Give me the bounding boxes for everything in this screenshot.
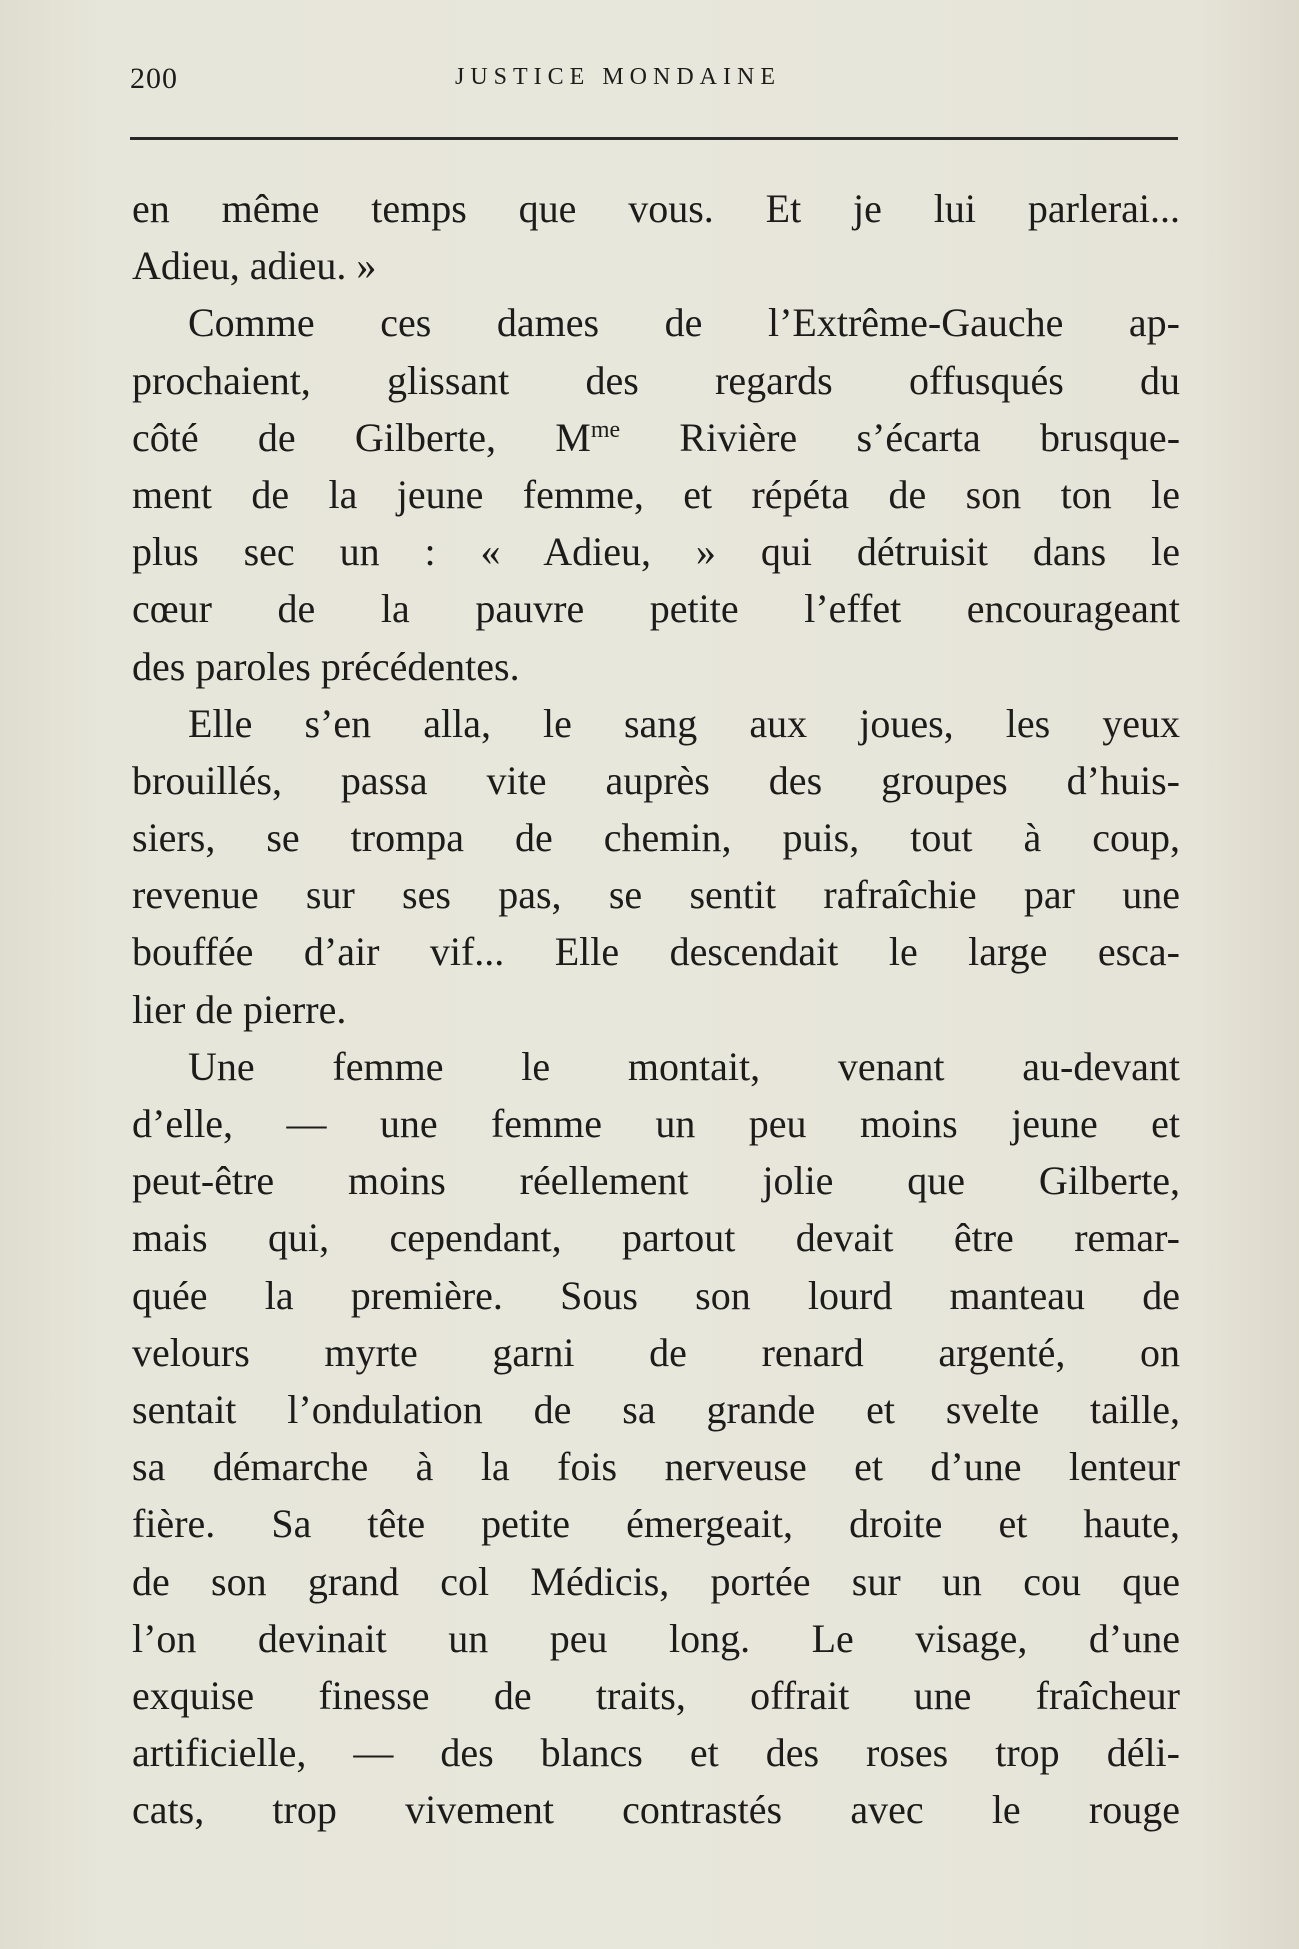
text-line: cats, trop vivement contrastés avec le rouge [132,1787,1180,1833]
text-line: brouillés, passa vite auprès des groupes d’huis- [132,757,1180,803]
text-line: mais qui, cependant, partout devait être remar- [132,1215,1180,1261]
text-line: velours myrte garni de renard argenté, on [132,1329,1180,1375]
body-text [132,180,1180,1838]
text-line: l’on devinait un peu long. Le visage, d’une [132,1615,1180,1661]
text-line: Comme ces dames de l’Extrême-Gauche ap- [188,300,1180,346]
text-line: prochaient, glissant des regards offusqués du [132,357,1180,403]
text-line: artificielle, — des blancs et des roses trop déli- [132,1730,1180,1776]
text-line: siers, se trompa de chemin, puis, tout à coup, [132,815,1180,861]
text-line: de son grand col Médicis, portée sur un cou que [132,1558,1180,1604]
text-segment: côté de Gilberte, M [132,414,591,460]
text-line: Elle s’en alla, le sang aux joues, les yeux [188,700,1180,746]
text-line: peut-être moins réellement jolie que Gilberte, [132,1158,1180,1204]
text-line: sentait l’ondulation de sa grande et svelte taille, [132,1386,1180,1432]
text-line [132,409,1180,466]
text-line: Une femme le montait, venant au-devant [188,1043,1180,1089]
text-line: Adieu, adieu. » [132,243,377,289]
superscript-abbreviation: me [590,416,621,443]
text-line: plus sec un : « Adieu, » qui détruisit dans le [132,529,1180,575]
text-line: revenue sur ses pas, se sentit rafraîchie par une [132,872,1180,918]
text-line: quée la première. Sous son lourd manteau de [132,1272,1180,1318]
text-line: lier de pierre. [132,986,347,1032]
running-header [130,62,1180,102]
text-line: bouffée d’air vif... Elle descendait le large esca- [132,929,1180,975]
text-line: cœur de la pauvre petite l’effet encourageant [132,586,1180,632]
page-number: 200 [130,62,178,95]
text-line: fière. Sa tête petite émergeait, droite et haute, [132,1501,1180,1547]
text-segment: Rivière s’écarta brusque- [620,414,1180,460]
running-title: JUSTICE MONDAINE [455,64,781,90]
text-line: d’elle, — une femme un peu moins jeune et [132,1101,1180,1146]
header-rule [130,137,1178,140]
text-line: ment de la jeune femme, et répéta de son ton le [132,471,1180,517]
text-line: des paroles précédentes. [132,643,520,689]
text-line: sa démarche à la fois nerveuse et d’une lenteur [132,1444,1180,1490]
text-line: en même temps que vous. Et je lui parlerai... [132,186,1180,231]
text-line: exquise finesse de traits, offrait une fraîcheur [132,1672,1180,1718]
